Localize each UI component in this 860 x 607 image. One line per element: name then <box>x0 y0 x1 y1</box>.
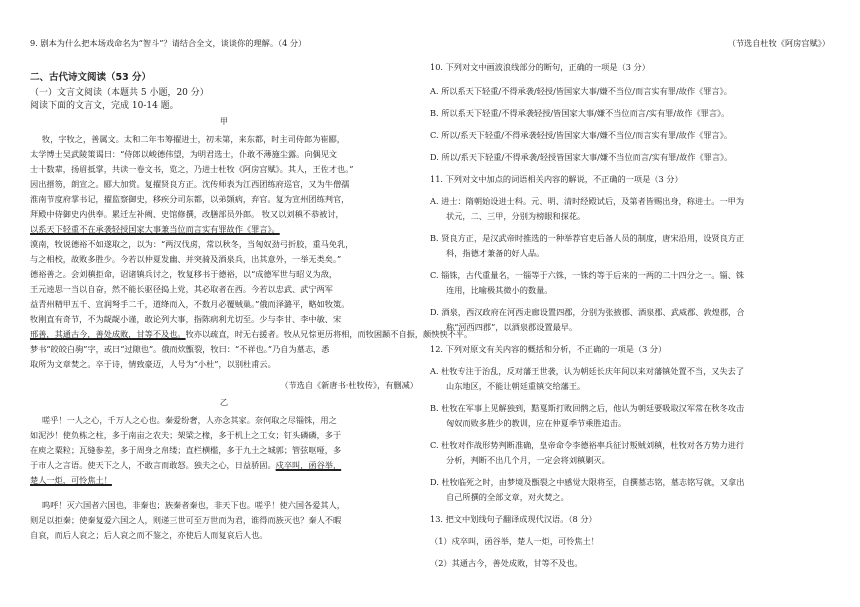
question-13: 13. 把文中划线句子翻译成现代汉语。（8 分） <box>430 514 597 524</box>
passage-line: 牧刚直有奇节，不为龊龊小谨，敢论列大事，指陈病利尤切至。少与李甘、李中敏、宋 <box>30 314 342 324</box>
source-jia: （节选自《新唐书·杜牧传》，有删减） <box>280 380 418 390</box>
passage-line <box>30 460 341 471</box>
passage-line: 因出搢笏，朗宣之。郾大加赏。复擢贤良方正。沈传师表为江西团练府巡官，又为牛僧孺 <box>30 179 350 189</box>
passage-line: 牧，字牧之，善属文。太和二年韦筹擢进士，初未第，来东都，时主司侍郎为崔郾， <box>42 134 345 144</box>
question-12: 12. 下列对原文有关内容的概括和分析，不正确的一项是（3 分） <box>430 344 667 354</box>
passage-text: 牧亦以疏直，时无右援者。牧从兄悰更历将相，而牧困踬不自振，颇怏怏不平。 <box>185 329 473 339</box>
passage-yi-label: 乙 <box>219 397 229 407</box>
underlined-phrase: 邢善，其通古今，善处成败，甘等不及也。 <box>30 329 186 339</box>
q11-option-a-cont: 状元，二、三甲，分别为榜眼和探花。 <box>446 211 586 221</box>
passage-line: 在庾之粟粒；瓦缝参差，多于周身之帛缕；直栏横槛，多于九土之城郭；管弦呕哑，多 <box>30 445 342 455</box>
q11-option-b: B. 贤良方正，是汉武帝时推选的一种举荐官吏后备人员的制度，唐宋沿用，设贤良方正 <box>430 233 745 243</box>
q12-option-a: A. 杜牧专注于治乱，反对藩王世袭，认为朝廷长庆年间以来对藩镇处置不当，又失去了 <box>430 366 745 376</box>
section-title: 二、古代诗文阅读（53 分） <box>30 72 152 83</box>
passage-line: 淮南节度府掌书记，擢监察御史，移疾分司东都，以弟顗病，弃官。复为宣州团练判官， <box>30 194 350 204</box>
passage-line: 则足以拒秦；使秦复爱六国之人，则递三世可至万世而为君，谁得而族灭也？秦人不暇 <box>30 515 342 525</box>
passage-line: 士十数辈，扬眉抵掌，共读一卷文书，览之，乃进士杜牧《阿房宫赋》。其人，王佐才也。” <box>30 164 354 174</box>
passage-line: 王元逵思一当以自奋，然不能长驱径捣上党，其必取者在西。今若以忠武、武宁两军 <box>30 284 333 294</box>
q13-part-2: （2）其通古今，善处成败，甘等不及也。 <box>430 558 583 568</box>
question-10: 10. 下列对文中画波浪线部分的断句，正确的一项是（3 分） <box>430 62 650 72</box>
passage-line: 取所为文章焚之。卒于诗，情致豪迈，人号为“小杜”，以别杜甫云。 <box>30 359 276 369</box>
q10-option-d: D. 所以/系天下轻重/不得承袭/轻授皆国家大事/嫌不当位而言/实有罪/故作《罪言》。 <box>430 152 733 162</box>
reading-instruction: 阅读下面的文言文，完成 10-14 题。 <box>30 101 179 111</box>
passage-line: 梦书“皎皎白驹”字，或曰“过隙也”。俄而炊甑裂，牧曰：“不祥也。”乃自为墓志，悉 <box>30 344 330 354</box>
passage-line-underlined <box>30 224 280 235</box>
q11-option-d: D. 酒泉，西汉政府在河西走廊设置四郡，分别为张掖郡、酒泉郡、武威郡、敦煌郡，合 <box>430 307 745 317</box>
passage-line-underlined <box>30 475 112 486</box>
q12-option-d: D. 杜牧临死之时，由梦境及甑裂之中感觉大限将至，自撰墓志铭，墓志铭写就，又拿出 <box>430 477 745 487</box>
q12-option-b-cont: 匈奴而败多胜少的教训，应在仲夏季节乘胜追击。 <box>446 418 627 428</box>
q13-part-1: （1）戍卒叫，函谷举，楚人一炬，可怜焦土！ <box>430 536 599 546</box>
q11-option-d-cont: 称“河西四郡”，以酒泉郡设置最早。 <box>446 322 578 332</box>
q10-option-b: B. 所以系天下轻重/不得承袭轻授/皆国家大事/嫌不当位而言/实有罪/故作《罪言》。 <box>430 108 730 118</box>
q11-option-a: A. 进士：隋朝始设进士科。元、明、清时经殿试后，及第者皆赐出身，称进士。一甲为 <box>430 196 745 206</box>
q12-option-a-cont: 山东地区，不能让朝廷重镇交给藩王。 <box>446 381 586 391</box>
q10-option-a: A. 所以系天下轻重/不得承袭/轻授/皆国家大事/嫌不当位/而言实有罪/故作《罪言》。 <box>430 86 732 96</box>
q12-option-d-cont: 自己所撰的全部文章，对火焚之。 <box>446 492 569 502</box>
passage-line: 呜呼！灭六国者六国也，非秦也；族秦者秦也，非天下也。嗟乎！使六国各爱其人， <box>42 500 345 510</box>
q11-option-c: C. 锱铢，古代重量名，一锱等于六铢，一铢约等于后来的一两的二十四分之一。锱、铢 <box>430 270 745 280</box>
underlined-phrase: 戍卒叫，函谷举， <box>275 460 342 470</box>
q12-option-b: B. 杜牧在军事上见解独到，黠戛斯打败回鹘之后，他认为朝廷要吸取汉军常在秋冬攻击 <box>430 403 745 413</box>
question-11: 11. 下列对文中加点的词语相关内容的解说，不正确的一项是（3 分） <box>430 174 683 184</box>
passage-line: 如泥沙！使负栋之柱，多于南亩之农夫；架梁之椽，多于机上之工女；钉头磷磷，多于 <box>30 430 342 440</box>
passage-jia-label: 甲 <box>219 116 229 126</box>
underlined-phrase: 楚人一炬，可怜焦土！ <box>30 475 112 485</box>
source-yi: （节选自杜牧《阿房宫赋》） <box>727 38 830 48</box>
passage-line: 漠南，牧说德裕不如遂取之，以为：“两汉伐虏，常以秋冬，当匈奴劲弓折胶，重马免乳， <box>30 239 354 249</box>
underlined-phrase: 轻授国家大事兼当位而言实有罪故作《罪言》。 <box>111 224 280 234</box>
q12-option-c-cont: 分析，判断不出几个月，一定会将刘稹剿灭。 <box>446 455 610 465</box>
q11-option-b-cont: 科，指德才兼备的好人品。 <box>446 248 545 258</box>
passage-line: 与之相校，故败多胜少。今若以仲夏发幽、并突骑及酒泉兵，出其意外，一举无类矣。” <box>30 254 342 264</box>
subsection-title: （一）文言文阅读（本题共 5 小题，20 分） <box>30 88 209 98</box>
passage-line: 嗟乎！一人之心，千万人之心也。秦爱纷奢，人亦念其家。奈何取之尽锱铢，用之 <box>42 415 337 425</box>
passage-line: 自哀，而后人哀之；后人哀之而不鉴之，亦使后人而复哀后人也。 <box>30 530 268 540</box>
q12-option-c: C. 杜牧对作战形势判断准确，皇帝命令李德裕率兵征讨叛贼刘稹，杜牧对各方势力进行 <box>430 440 745 450</box>
passage-line: 益青州精甲五千、宣润弩手二千，道绛而入，不数月必覆贼巢。”俄而泽潞平，略如牧策。 <box>30 299 350 309</box>
passage-text: 于市人之言语。使天下之人，不敢言而敢怒。独夫之心，日益骄固。 <box>30 460 276 470</box>
passage-line: 太学博士吴武陵策谒曰：“侍郎以峻德伟望，为明君选士，仆敢不薄施尘露。向偶见文 <box>30 149 338 159</box>
question-9: 9. 剧本为什么把本场戏命名为“智斗”？请结合全文，谈谈你的理解。（4 分） <box>30 38 307 48</box>
underlined-phrase: 以系天下轻重不在承袭 <box>30 224 112 234</box>
q10-option-c: C. 所以/系天下轻重/不得承袭轻授/皆国家大事/嫌不当位/而言实有罪/故作《罪言》。 <box>430 130 733 140</box>
q11-option-c-cont: 连用，比喻极其微小的数量。 <box>446 285 553 295</box>
passage-line: 德裕善之。会刘稹拒命，诏诸镇兵讨之，牧复移书于德裕，以“成德军世与昭义为敌， <box>30 269 338 279</box>
passage-line-underlined <box>30 329 472 340</box>
passage-line: 拜殿中侍御史内供奉。累迁左补阙、史馆修撰，改膳部员外郎。 牧又以刘稹不恭被讨， <box>30 209 344 219</box>
